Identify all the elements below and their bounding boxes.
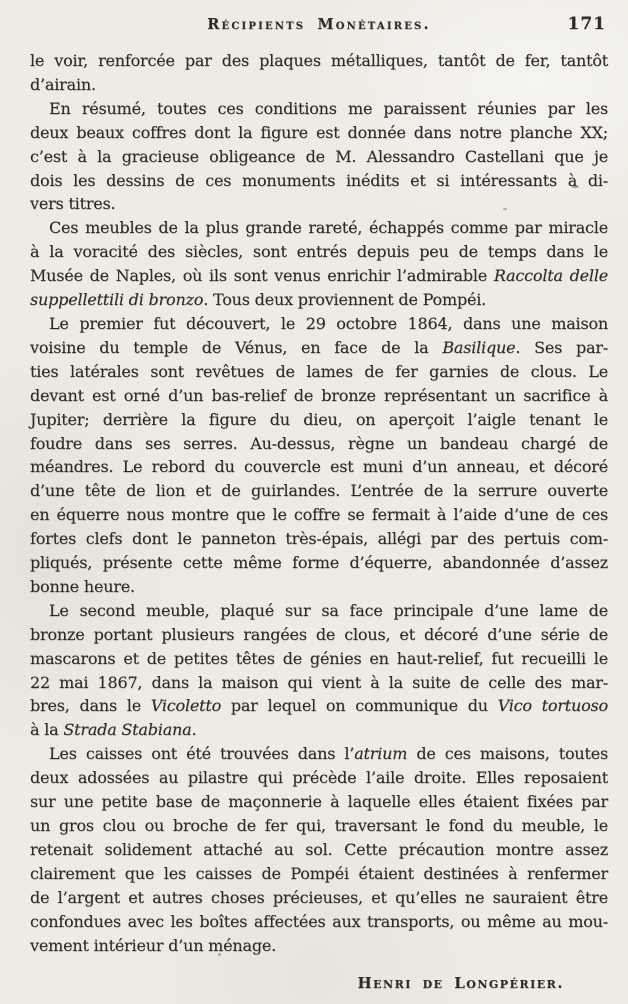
text-run: dois les dessins de ces monuments inédits et si intéressants à di- [30, 170, 608, 190]
text-line [30, 623, 608, 647]
text-run: foudre dans ses serres. Au-dessus, règne un bandeau chargé de [30, 433, 608, 453]
paragraph [30, 216, 608, 312]
text-line [30, 766, 608, 790]
paragraph [30, 599, 608, 742]
text-line [30, 288, 608, 312]
text-line [30, 192, 608, 216]
text-run: Musée de Naples, où ils sont venus enrichir l’admirable [30, 266, 494, 286]
text-line [30, 97, 608, 121]
text-line [30, 455, 608, 479]
text-run: méandres. Le rebord du couvercle est muni d’un anneau, et décoré [30, 457, 608, 477]
paragraph [30, 312, 608, 599]
page-body [30, 49, 608, 957]
text-line [30, 264, 608, 288]
text-run: bonne heure. [30, 576, 135, 596]
text-run: bres, dans le [30, 696, 151, 716]
paragraph [30, 49, 608, 97]
text-line [30, 599, 608, 623]
italic-text-run: Basilique [442, 337, 516, 357]
text-line [30, 838, 608, 862]
text-line [30, 694, 608, 718]
text-line [30, 934, 608, 958]
text-line [30, 432, 608, 456]
text-line [30, 384, 608, 408]
author-signature: Henri de Longpérier. [357, 974, 564, 993]
text-line [30, 575, 608, 599]
text-run: fortes clefs dont le panneton très-épais, allégi par des pertuis com- [30, 529, 608, 549]
text-run: c’est à la gracieuse obligeance de M. Alessandro Castellani que je [30, 146, 608, 166]
italic-text-run: atrium [354, 744, 408, 764]
italic-text-run: Raccolta delle [493, 266, 608, 286]
text-line [30, 814, 608, 838]
text-run: confondues avec les boîtes affectées aux transports, ou même au mou- [30, 911, 608, 931]
text-line [30, 742, 608, 766]
text-line [30, 886, 608, 910]
text-run: à la voracité des siècles, sont entrés depuis peu de temps dans le [30, 242, 608, 262]
text-run: de ces maisons, toutes [407, 744, 608, 764]
text-run: à la [30, 720, 64, 740]
text-line [30, 169, 608, 193]
text-run: par lequel on communique du [221, 696, 498, 716]
text-line [30, 503, 608, 527]
text-line [30, 216, 608, 240]
text-run: en équerre nous montre que le coffre se fermait à l’aide d’une de ces [30, 505, 608, 525]
text-line [30, 527, 608, 551]
text-run: Jupiter; derrière la figure du dieu, on aperçoit l’aigle tenant le [30, 409, 608, 429]
text-line [30, 647, 608, 671]
text-run: 22 mai 1867, dans la maison qui vient à la suite de celle des mar- [30, 672, 608, 692]
text-run: vers titres. [30, 194, 116, 214]
text-line [30, 862, 608, 886]
text-line [30, 479, 608, 503]
text-run: de l’argent et autres choses précieuses, et qu’elles ne sauraient être [30, 887, 608, 907]
text-line [30, 121, 608, 145]
text-run: deux adossées au pilastre qui précède l’aile droite. Elles reposaient [30, 768, 608, 788]
text-line [30, 671, 608, 695]
text-line [30, 408, 608, 432]
running-title: Récipients Monétaires. [207, 16, 431, 33]
text-run: voisine du temple de Vénus, en face de la [30, 337, 443, 357]
text-line [30, 718, 608, 742]
text-line [30, 49, 608, 73]
text-run: bronze portant plusieurs rangées de clous, et décoré d’une série de [30, 624, 608, 644]
text-run: clairement que les caisses de Pompéi étaient destinées à renfermer [30, 863, 608, 883]
text-run: Le second meuble, plaqué sur sa face principale d’une lame de [49, 600, 608, 620]
text-line [30, 73, 608, 97]
text-run: En résumé, toutes ces conditions me paraissent réunies par les [49, 98, 608, 118]
text-run: pliqués, présente cette même forme d’équerre, abandonnée d’assez [30, 553, 608, 573]
text-line [30, 240, 608, 264]
italic-text-run: Vico tortuoso [497, 696, 608, 716]
text-run: retenait solidement attaché au sol. Cette précaution montre assez [30, 839, 608, 859]
scan-speck [503, 208, 507, 210]
text-line [30, 336, 608, 360]
text-run: Les caisses ont été trouvées dans l’ [49, 744, 355, 764]
text-run: devant est orné d’un bas-relief de bronze représentant un sacrifice à [30, 385, 608, 405]
paragraph [30, 742, 608, 957]
page-header [30, 16, 608, 36]
text-line [30, 910, 608, 934]
text-run: le voir, renforcée par des plaques métalliques, tantôt de fer, tantôt [30, 51, 608, 70]
text-run: mascarons et de petites têtes de génies en haut-relief, fut recueilli le [30, 648, 608, 668]
italic-text-run: Vicoletto [150, 696, 222, 716]
page-number: 171 [567, 14, 606, 34]
text-line [30, 360, 608, 384]
text-line [30, 312, 608, 336]
text-run: un gros clou ou broche de fer qui, traversant le fond du meuble, le [30, 816, 608, 835]
text-line [30, 551, 608, 575]
text-run: . Tous deux proviennent de Pompéi. [203, 290, 487, 310]
paragraph [30, 97, 608, 217]
text-run: Le premier fut découvert, le 29 octobre 1864, dans une maison [49, 313, 608, 333]
text-run: deux beaux coffres dont la figure est donnée dans notre planche XX; [30, 122, 608, 142]
text-run: ties latérales sont revêtues de lames de fer garnies de clous. Le [30, 361, 608, 381]
text-line [30, 790, 608, 814]
text-run: sur une petite base de maçonnerie à laquelle elles étaient fixées par [30, 792, 608, 812]
text-run: Ces meubles de la plus grande rareté, échappés comme par miracle [49, 218, 608, 238]
italic-text-run: suppellettili di bronzo [30, 290, 204, 310]
text-run: d’airain. [30, 74, 96, 94]
text-run: vement intérieur d’un ménage. [30, 935, 277, 955]
text-run: . Ses par- [515, 337, 608, 357]
scan-speck [218, 953, 221, 956]
text-run: . [191, 720, 197, 740]
text-run: d’une tête de lion et de guirlandes. L’entrée de la serrure ouverte [30, 481, 608, 501]
text-line [30, 145, 608, 169]
italic-text-run: Strada Stabiana [63, 720, 192, 740]
